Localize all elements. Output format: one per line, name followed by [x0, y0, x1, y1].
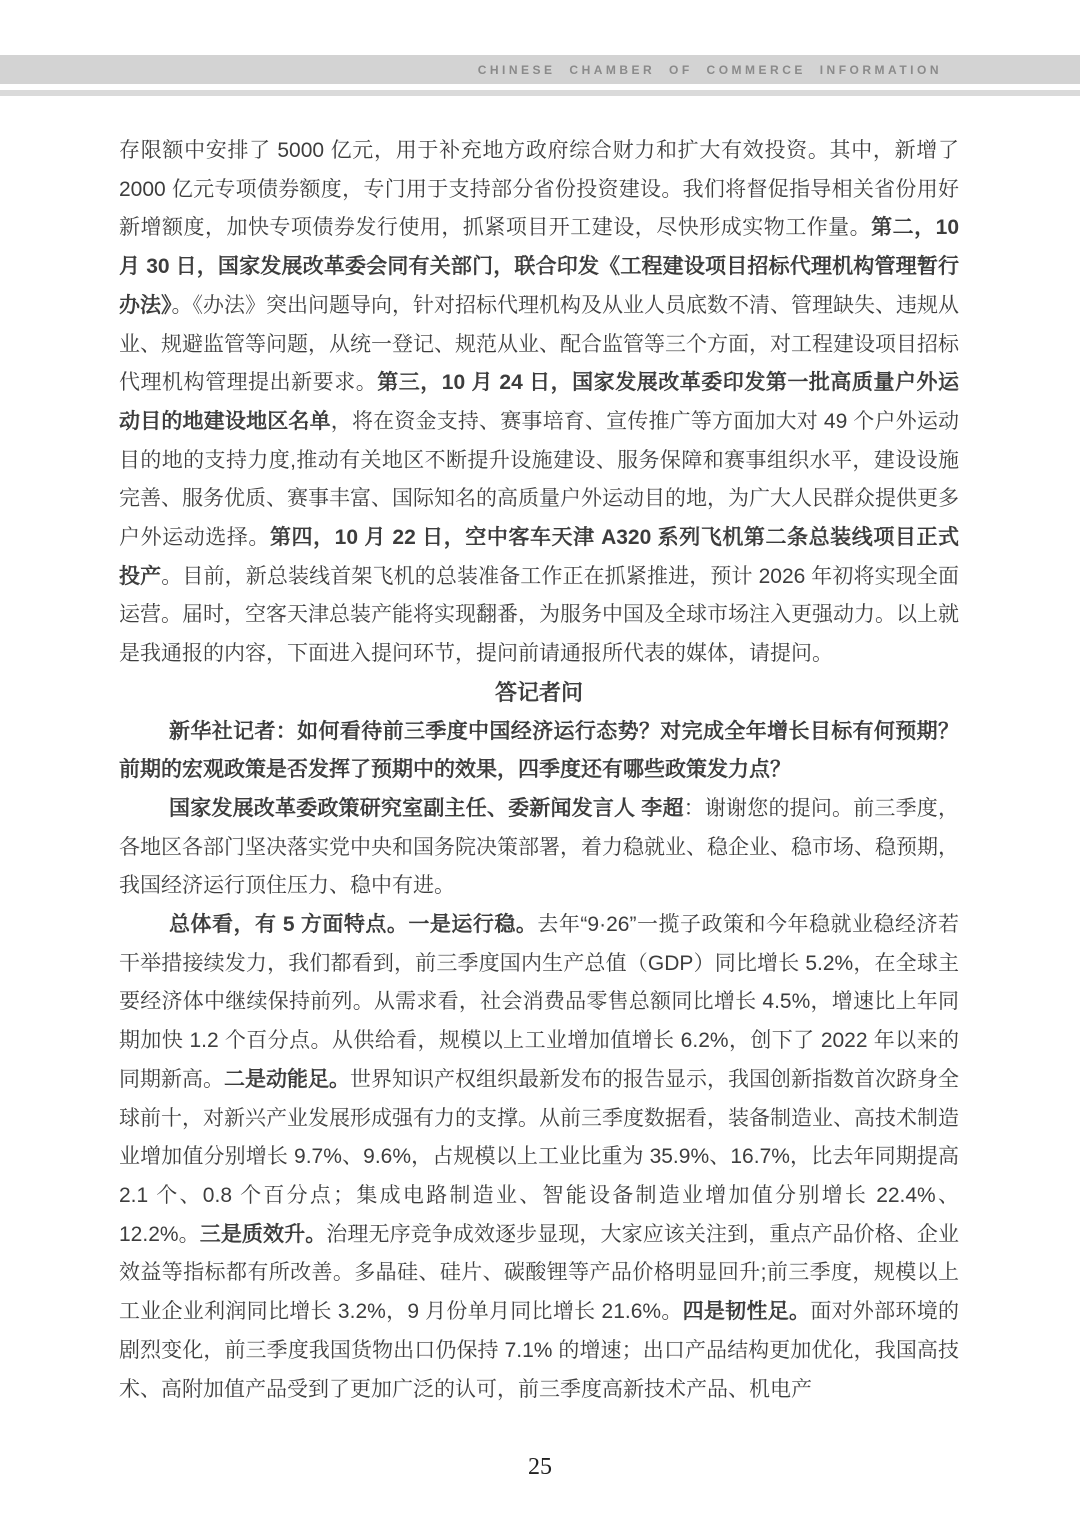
paragraph-five-points: 总体看，有 5 方面特点。一是运行稳。去年“9·26”一揽子政策和今年稳就业稳经济若干举措接续发力，我们都看到，前三季度国内生产总值（GDP）同比增长 5.2%，在全球主要经济体中继续保持前列。从需求看，社会消费品零售总额同比增长 4.5%，增速比上年同期加快 1.2 个百分点。从供给看，规模以上工业增加值增长 6.2%，创下了 2022 年以来的同期新高。二是动能足。世界知识产权组织最新发布的报告显示，我国创新指数首次跻身全球前十，对新兴产业发展形成强有力的支撑。从前三季度数据看，装备制造业、高技术制造业增加值分别增长 9.7%、9.6%，占规模以上工业比重为 35.9%、16.7%，比去年同期提高 2.1 个、0.8 个百分点；集成电路制造业、智能设备制造业增加值分别增长 22.4%、12.2%。三是质效升。治理无序竞争成效逐步显现，大家应该关注到，重点产品价格、企业效益等指标都有所改善。多晶硅、硅片、碳酸锂等产品价格明显回升;前三季度，规模以上工业企业利润同比增长 3.2%，9 月份单月同比增长 21.6%。四是韧性足。面对外部环境的剧烈变化，前三季度我国货物出口仍保持 7.1% 的增速；出口产品结构更加优化，我国高技术、高附加值产品受到了更加广泛的认可，前三季度高新技术产品、机电产 [119, 913, 960, 1401]
paragraph-reporter-question: 新华社记者：如何看待前三季度中国经济运行态势？对完成全年增长目标有何预期？前期的宏观政策是否发挥了预期中的效果，四季度还有哪些政策发力点？ [119, 719, 959, 782]
header-banner-title: CHINESE CHAMBER OF COMMERCE INFORMATION [477, 62, 942, 77]
article-body [119, 132, 959, 1409]
page-number: 25 [528, 1454, 552, 1480]
section-heading: 答记者问 [494, 679, 583, 705]
header-banner-divider [0, 90, 1080, 96]
header-banner-bar [0, 55, 1080, 84]
paragraph-briefing: 存限额中安排了 5000 亿元，用于补充地方政府综合财力和扩大有效投资。其中，新增了 2000 亿元专项债券额度，专门用于支持部分省份投资建设。我们将督促指导相关省份用好新增额度，加快专项债券发行使用，抓紧项目开工建设，尽快形成实物工作量。第二，10 月 30 日，国家发展改革委会同有关部门，联合印发《工程建设项目招标代理机构管理暂行办法》。《办法》突出问题导向，针对招标代理机构及从业人员底数不清、管理缺失、违规从业、规避监管等问题，从统一登记、规范从业、配合监管等三个方面，对工程建设项目招标代理机构管理提出新要求。第三，10 月 24 日，国家发展改革委印发第一批高质量户外运动目的地建设地区名单，将在资金支持、赛事培育、宣传推广等方面加大对 49 个户外运动目的地的支持力度,推动有关地区不断提升设施建设、服务保障和赛事组织水平，建设设施完善、服务优质、赛事丰富、国际知名的高质量户外运动目的地，为广大人民群众提供更多户外运动选择。第四，10 月 22 日，空中客车天津 A320 系列飞机第二条总装线项目正式投产。目前，新总装线首架飞机的总装准备工作正在抓紧推进，预计 2026 年初将实现全面运营。届时，空客天津总装产能将实现翻番，为服务中国及全球市场注入更强动力。以上就是我通报的内容，下面进入提问环节，提问前请通报所代表的媒体，请提问。 [119, 139, 960, 666]
paragraph-spokesperson-intro: 国家发展改革委政策研究室副主任、委新闻发言人 李超：谢谢您的提问。前三季度，各地区各部门坚决落实党中央和国务院决策部署，着力稳就业、稳企业、稳市场、稳预期，我国经济运行顶住压力、稳中有进。 [119, 796, 959, 898]
